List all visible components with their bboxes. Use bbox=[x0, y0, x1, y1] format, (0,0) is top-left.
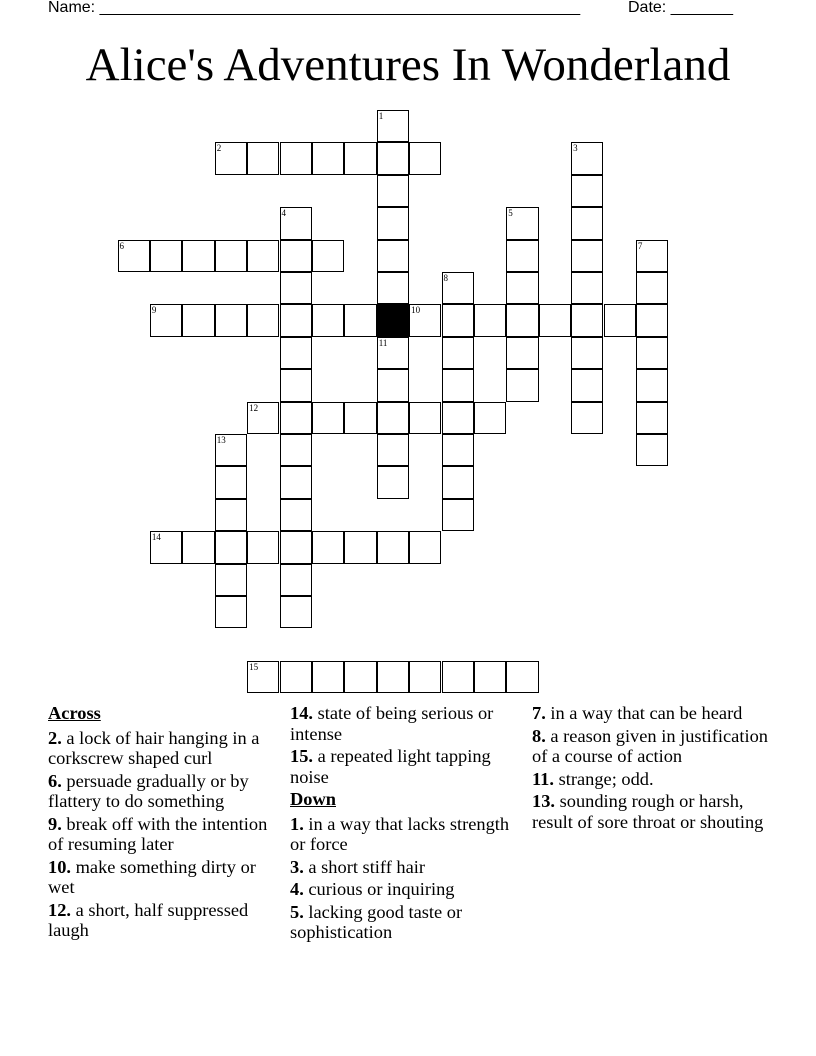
clue-number: 2. bbox=[48, 727, 62, 748]
crossword-black-cell bbox=[377, 304, 409, 336]
crossword-cell[interactable] bbox=[280, 466, 312, 498]
crossword-cell[interactable] bbox=[215, 142, 247, 174]
crossword-cell[interactable] bbox=[442, 369, 474, 401]
crossword-cell[interactable] bbox=[377, 240, 409, 272]
crossword-cell[interactable] bbox=[344, 142, 376, 174]
crossword-cell[interactable] bbox=[312, 661, 344, 693]
clue-column-2 bbox=[290, 703, 526, 945]
clue-item bbox=[290, 902, 526, 943]
crossword-cell[interactable] bbox=[280, 240, 312, 272]
cell-clue-number: 13 bbox=[216, 435, 226, 445]
clue-item bbox=[48, 900, 284, 941]
crossword-cell[interactable] bbox=[377, 531, 409, 563]
crossword-cell[interactable] bbox=[377, 434, 409, 466]
cell-clue-number: 12 bbox=[249, 402, 259, 413]
crossword-cell[interactable] bbox=[377, 142, 409, 174]
crossword-cell[interactable] bbox=[604, 304, 636, 336]
clue-text: sounding rough or harsh, result of sore throat or shouting bbox=[532, 791, 764, 832]
clue-text: persuade gradually or by flattery to do something bbox=[48, 770, 249, 811]
cell-clue-number: 2 bbox=[216, 143, 222, 154]
crossword-cell[interactable] bbox=[571, 142, 603, 174]
cell-clue-number: 15 bbox=[249, 661, 259, 672]
crossword-cell[interactable] bbox=[442, 337, 474, 369]
crossword-cell[interactable] bbox=[377, 402, 409, 434]
clue-item bbox=[290, 703, 526, 744]
clue-number: 4. bbox=[290, 879, 304, 899]
clue-item bbox=[290, 746, 526, 787]
clue-number: 5. bbox=[290, 901, 304, 922]
crossword-cell[interactable] bbox=[344, 402, 376, 434]
crossword-cell[interactable] bbox=[377, 661, 409, 693]
crossword-cell[interactable] bbox=[215, 499, 247, 531]
clue-text: in a way that can be heard bbox=[545, 703, 743, 723]
crossword-cell[interactable] bbox=[280, 272, 312, 304]
clue-number: 8. bbox=[532, 725, 546, 746]
clue-number: 13. bbox=[532, 791, 555, 811]
crossword-cell[interactable] bbox=[312, 240, 344, 272]
crossword-cell[interactable] bbox=[247, 402, 279, 434]
clue-number: 3. bbox=[290, 856, 304, 877]
crossword-cell[interactable] bbox=[571, 402, 603, 434]
crossword-cell[interactable] bbox=[474, 402, 506, 434]
crossword-cell[interactable] bbox=[636, 304, 668, 336]
crossword-cell[interactable] bbox=[571, 272, 603, 304]
clue-text: a reason given in justification of a course of action bbox=[532, 725, 768, 766]
clue-column-3 bbox=[532, 703, 768, 834]
clue-number: 14. bbox=[290, 703, 313, 723]
crossword-cell[interactable] bbox=[409, 661, 441, 693]
crossword-cell[interactable] bbox=[442, 661, 474, 693]
crossword-cell[interactable] bbox=[409, 304, 441, 336]
crossword-cell[interactable] bbox=[571, 369, 603, 401]
clue-item bbox=[48, 728, 284, 769]
crossword-cell[interactable] bbox=[442, 466, 474, 498]
page-title: Alice's Adventures In Wonderland bbox=[85, 39, 731, 91]
crossword-cell[interactable] bbox=[377, 175, 409, 207]
crossword-cell[interactable] bbox=[506, 304, 538, 336]
cell-clue-number: 3 bbox=[573, 143, 578, 154]
clue-number: 9. bbox=[48, 813, 62, 834]
crossword-cell[interactable] bbox=[377, 272, 409, 304]
crossword-cell[interactable] bbox=[377, 110, 409, 142]
crossword-cell[interactable] bbox=[280, 531, 312, 563]
crossword-cell[interactable] bbox=[280, 661, 312, 693]
crossword-cell[interactable] bbox=[539, 304, 571, 336]
name-field-label: Name: ______________________________________________________ bbox=[48, 0, 581, 16]
crossword-cell[interactable] bbox=[215, 240, 247, 272]
crossword-cell[interactable] bbox=[280, 402, 312, 434]
clue-item bbox=[532, 703, 768, 724]
clue-text: in a way that lacks strength or force bbox=[290, 813, 510, 854]
crossword-cell[interactable] bbox=[312, 402, 344, 434]
crossword-cell[interactable] bbox=[636, 272, 668, 304]
crossword-cell[interactable] bbox=[571, 175, 603, 207]
cell-clue-number: 10 bbox=[411, 305, 421, 316]
crossword-cell[interactable] bbox=[636, 369, 668, 401]
crossword-cell[interactable] bbox=[247, 661, 279, 693]
crossword-cell[interactable] bbox=[506, 207, 538, 239]
crossword-cell[interactable] bbox=[247, 531, 279, 563]
clue-text: curious or inquiring bbox=[303, 879, 455, 899]
clue-item bbox=[48, 814, 284, 855]
clue-number: 15. bbox=[290, 746, 313, 766]
crossword-cell[interactable] bbox=[571, 304, 603, 336]
crossword-cell[interactable] bbox=[636, 434, 668, 466]
crossword-cell[interactable] bbox=[377, 207, 409, 239]
crossword-cell[interactable] bbox=[150, 304, 182, 336]
crossword-cell[interactable] bbox=[280, 369, 312, 401]
crossword-cell[interactable] bbox=[506, 661, 538, 693]
clue-item bbox=[532, 791, 768, 832]
crossword-cell[interactable] bbox=[636, 337, 668, 369]
crossword-cell[interactable] bbox=[474, 661, 506, 693]
clue-number: 11. bbox=[532, 768, 554, 789]
crossword-cell[interactable] bbox=[312, 531, 344, 563]
cell-clue-number: 11 bbox=[378, 337, 388, 348]
clue-text: state of being serious or intense bbox=[290, 703, 494, 744]
crossword-cell[interactable] bbox=[280, 499, 312, 531]
clue-item bbox=[290, 879, 526, 900]
crossword-cell[interactable] bbox=[377, 337, 409, 369]
clue-item bbox=[290, 814, 526, 855]
clue-text: make something dirty or wet bbox=[48, 856, 256, 897]
crossword-cell[interactable] bbox=[377, 466, 409, 498]
crossword-cell[interactable] bbox=[215, 304, 247, 336]
crossword-cell[interactable] bbox=[636, 402, 668, 434]
clue-item bbox=[532, 769, 768, 790]
crossword-cell[interactable] bbox=[280, 596, 312, 628]
crossword-cell[interactable] bbox=[506, 369, 538, 401]
crossword-cell[interactable] bbox=[215, 564, 247, 596]
crossword-cell[interactable] bbox=[474, 304, 506, 336]
down-heading: Down bbox=[290, 789, 336, 809]
crossword-cell[interactable] bbox=[442, 402, 474, 434]
clue-text: a repeated light tapping noise bbox=[290, 746, 491, 787]
across-clue-list-continued bbox=[290, 703, 526, 787]
crossword-cell[interactable] bbox=[312, 142, 344, 174]
crossword-cell[interactable] bbox=[215, 596, 247, 628]
crossword-cell[interactable] bbox=[280, 434, 312, 466]
crossword-cell[interactable] bbox=[506, 337, 538, 369]
cell-clue-number: 7 bbox=[637, 240, 643, 251]
crossword-cell[interactable] bbox=[247, 240, 279, 272]
crossword-cell[interactable] bbox=[636, 240, 668, 272]
across-clue-list bbox=[48, 728, 284, 941]
crossword-cell[interactable] bbox=[182, 304, 214, 336]
crossword-cell[interactable] bbox=[442, 434, 474, 466]
cell-clue-number: 9 bbox=[151, 305, 157, 316]
clue-text: strange; odd. bbox=[553, 768, 654, 789]
clue-number: 1. bbox=[290, 813, 304, 834]
clue-item bbox=[48, 857, 284, 898]
crossword-cell[interactable] bbox=[312, 304, 344, 336]
crossword-cell[interactable] bbox=[280, 207, 312, 239]
down-clue-list bbox=[290, 814, 526, 943]
clue-number: 6. bbox=[48, 770, 62, 791]
crossword-cell[interactable] bbox=[377, 369, 409, 401]
crossword-cell[interactable] bbox=[150, 240, 182, 272]
crossword-cell[interactable] bbox=[247, 304, 279, 336]
crossword-cell[interactable] bbox=[344, 304, 376, 336]
crossword-cell[interactable] bbox=[409, 402, 441, 434]
crossword-cell[interactable] bbox=[442, 304, 474, 336]
clue-text: break off with the intention of resuming later bbox=[48, 813, 268, 854]
crossword-cell[interactable] bbox=[571, 240, 603, 272]
crossword-cell[interactable] bbox=[182, 531, 214, 563]
date-field-label: Date: _______ bbox=[628, 0, 733, 16]
crossword-cell[interactable] bbox=[280, 337, 312, 369]
clue-item bbox=[290, 857, 526, 878]
crossword-cell[interactable] bbox=[118, 240, 150, 272]
cell-clue-number: 8 bbox=[443, 273, 448, 283]
crossword-cell[interactable] bbox=[442, 272, 474, 304]
clue-text: a short, half suppressed laugh bbox=[48, 899, 249, 940]
clue-number: 12. bbox=[48, 899, 71, 920]
cell-clue-number: 5 bbox=[508, 208, 513, 219]
clue-number: 10. bbox=[48, 856, 71, 877]
down-clue-list-continued bbox=[532, 703, 768, 832]
cell-clue-number: 6 bbox=[119, 240, 124, 251]
across-heading: Across bbox=[48, 703, 101, 723]
crossword-cell[interactable] bbox=[506, 272, 538, 304]
crossword-cell[interactable] bbox=[409, 531, 441, 563]
cell-clue-number: 4 bbox=[281, 208, 286, 219]
crossword-cell[interactable] bbox=[182, 240, 214, 272]
clue-text: lacking good taste or sophistication bbox=[290, 901, 463, 942]
clue-number: 7. bbox=[532, 703, 546, 723]
crossword-cell[interactable] bbox=[280, 142, 312, 174]
clue-column-1 bbox=[48, 703, 284, 943]
crossword-cell[interactable] bbox=[247, 142, 279, 174]
crossword-cell[interactable] bbox=[344, 531, 376, 563]
crossword-cell[interactable] bbox=[506, 240, 538, 272]
cell-clue-number: 14 bbox=[151, 532, 161, 543]
crossword-cell[interactable] bbox=[571, 337, 603, 369]
cell-clue-number: 1 bbox=[378, 111, 384, 121]
crossword-cell[interactable] bbox=[215, 466, 247, 498]
clue-item bbox=[48, 771, 284, 812]
crossword-cell[interactable] bbox=[280, 304, 312, 336]
clue-item bbox=[532, 726, 768, 767]
crossword-cell[interactable] bbox=[409, 142, 441, 174]
crossword-cell[interactable] bbox=[344, 661, 376, 693]
crossword-cell[interactable] bbox=[215, 531, 247, 563]
crossword-cell[interactable] bbox=[215, 434, 247, 466]
clue-text: a lock of hair hanging in a corkscrew shaped curl bbox=[48, 727, 260, 768]
clue-text: a short stiff hair bbox=[303, 856, 426, 877]
crossword-cell[interactable] bbox=[571, 207, 603, 239]
crossword-cell[interactable] bbox=[280, 564, 312, 596]
crossword-cell[interactable] bbox=[442, 499, 474, 531]
crossword-cell[interactable] bbox=[150, 531, 182, 563]
